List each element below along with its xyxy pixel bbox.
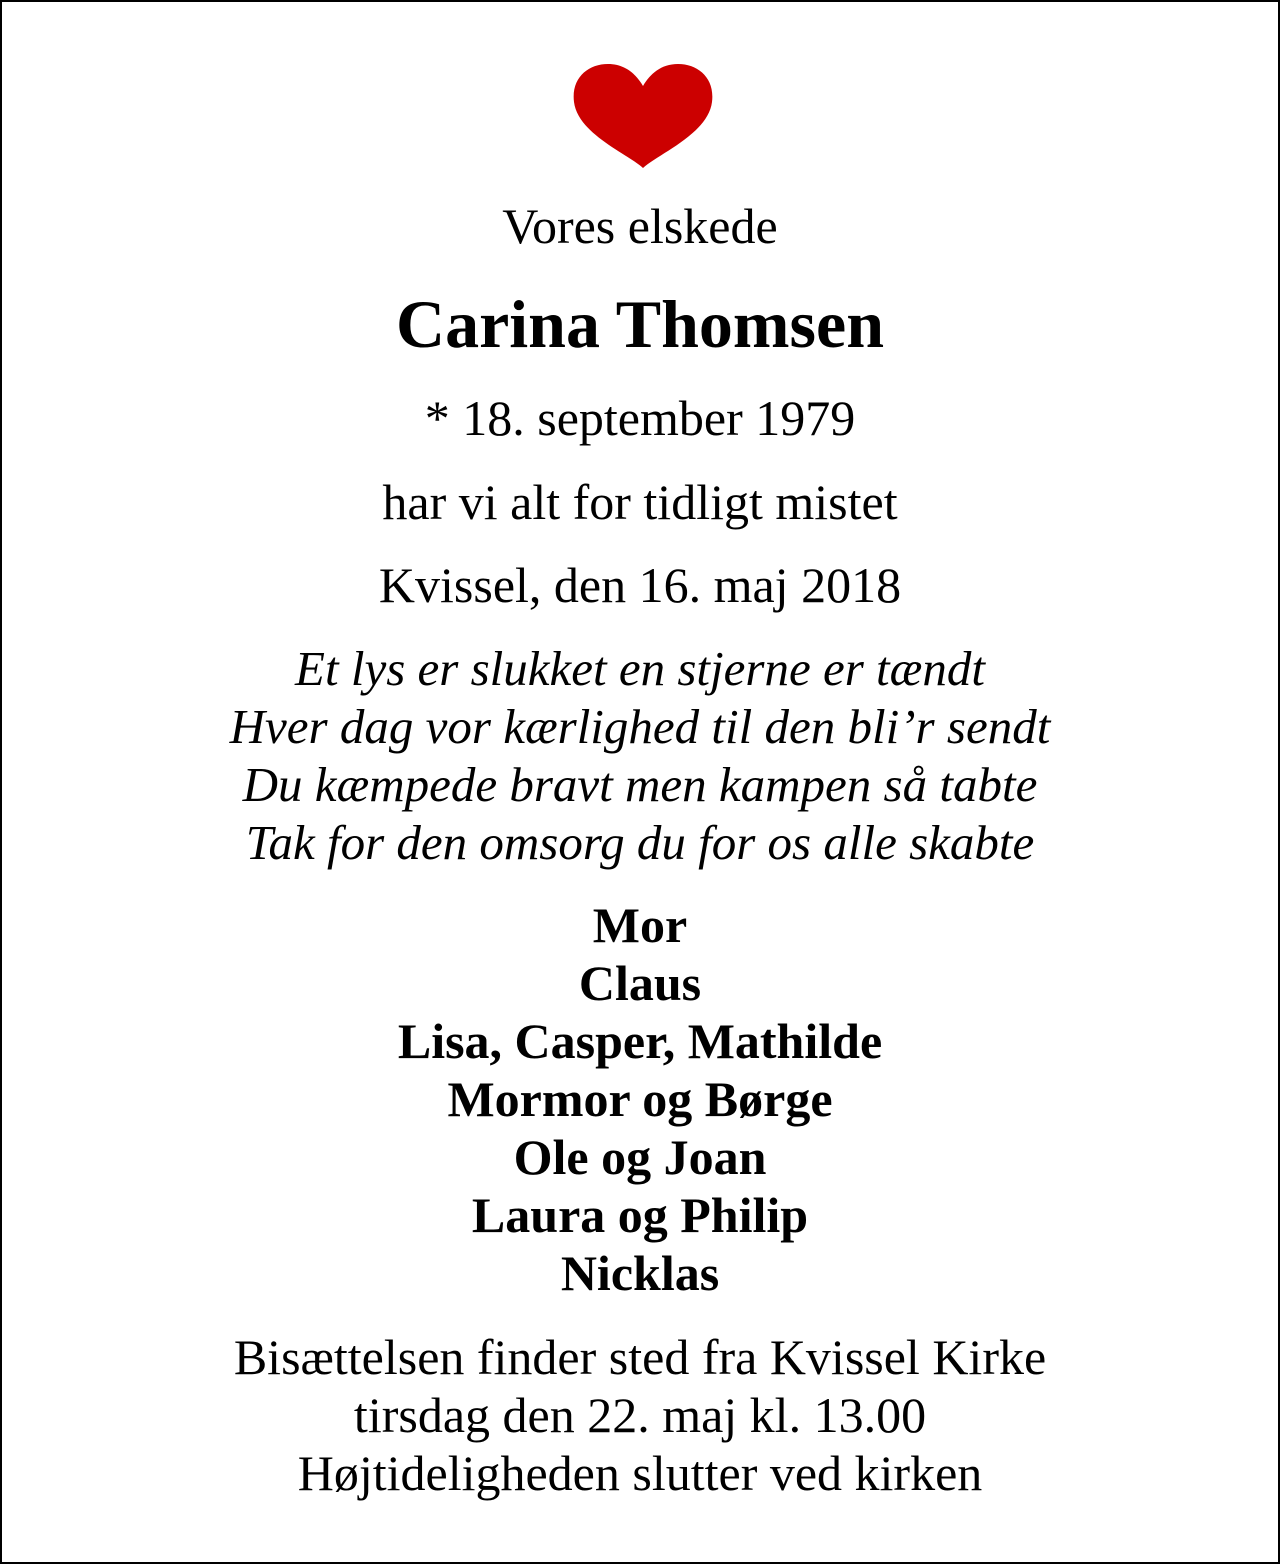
- poem-line: Tak for den omsorg du for os alle skabte: [245, 815, 1035, 870]
- lost-text: har vi alt for tidligt mistet: [382, 474, 898, 530]
- poem-line: Et lys er slukket en stjerne er tændt: [295, 641, 985, 696]
- place-and-date: Kvissel, den 16. maj 2018: [378, 557, 902, 613]
- family-member: Mor: [592, 897, 688, 953]
- poem: [2, 640, 1278, 872]
- intro-text: Vores elskede: [502, 198, 778, 254]
- service-line: Bisættelsen finder sted fra Kvissel Kirke: [233, 1329, 1047, 1385]
- family-member: Claus: [578, 955, 702, 1011]
- birth-date: * 18. september 1979: [424, 390, 856, 446]
- heart-icon: [570, 62, 716, 174]
- family-list: [2, 896, 1278, 1302]
- family-member: Laura og Philip: [471, 1187, 809, 1243]
- deceased-name: Carina Thomsen: [395, 286, 885, 362]
- poem-line: Du kæmpede bravt men kampen så tabte: [242, 757, 1038, 812]
- family-member: Mormor og Børge: [447, 1071, 833, 1127]
- heart-shape: [574, 64, 713, 168]
- family-member: Lisa, Casper, Mathilde: [397, 1013, 883, 1069]
- family-member: Ole og Joan: [513, 1129, 767, 1185]
- service-line: Højtideligheden slutter ved kirken: [297, 1445, 983, 1501]
- service-line: tirsdag den 22. maj kl. 13.00: [353, 1387, 927, 1443]
- family-member: Nicklas: [560, 1245, 720, 1301]
- service-info: [2, 1328, 1278, 1502]
- poem-line: Hver dag vor kærlighed til den bli’r sendt: [229, 699, 1051, 754]
